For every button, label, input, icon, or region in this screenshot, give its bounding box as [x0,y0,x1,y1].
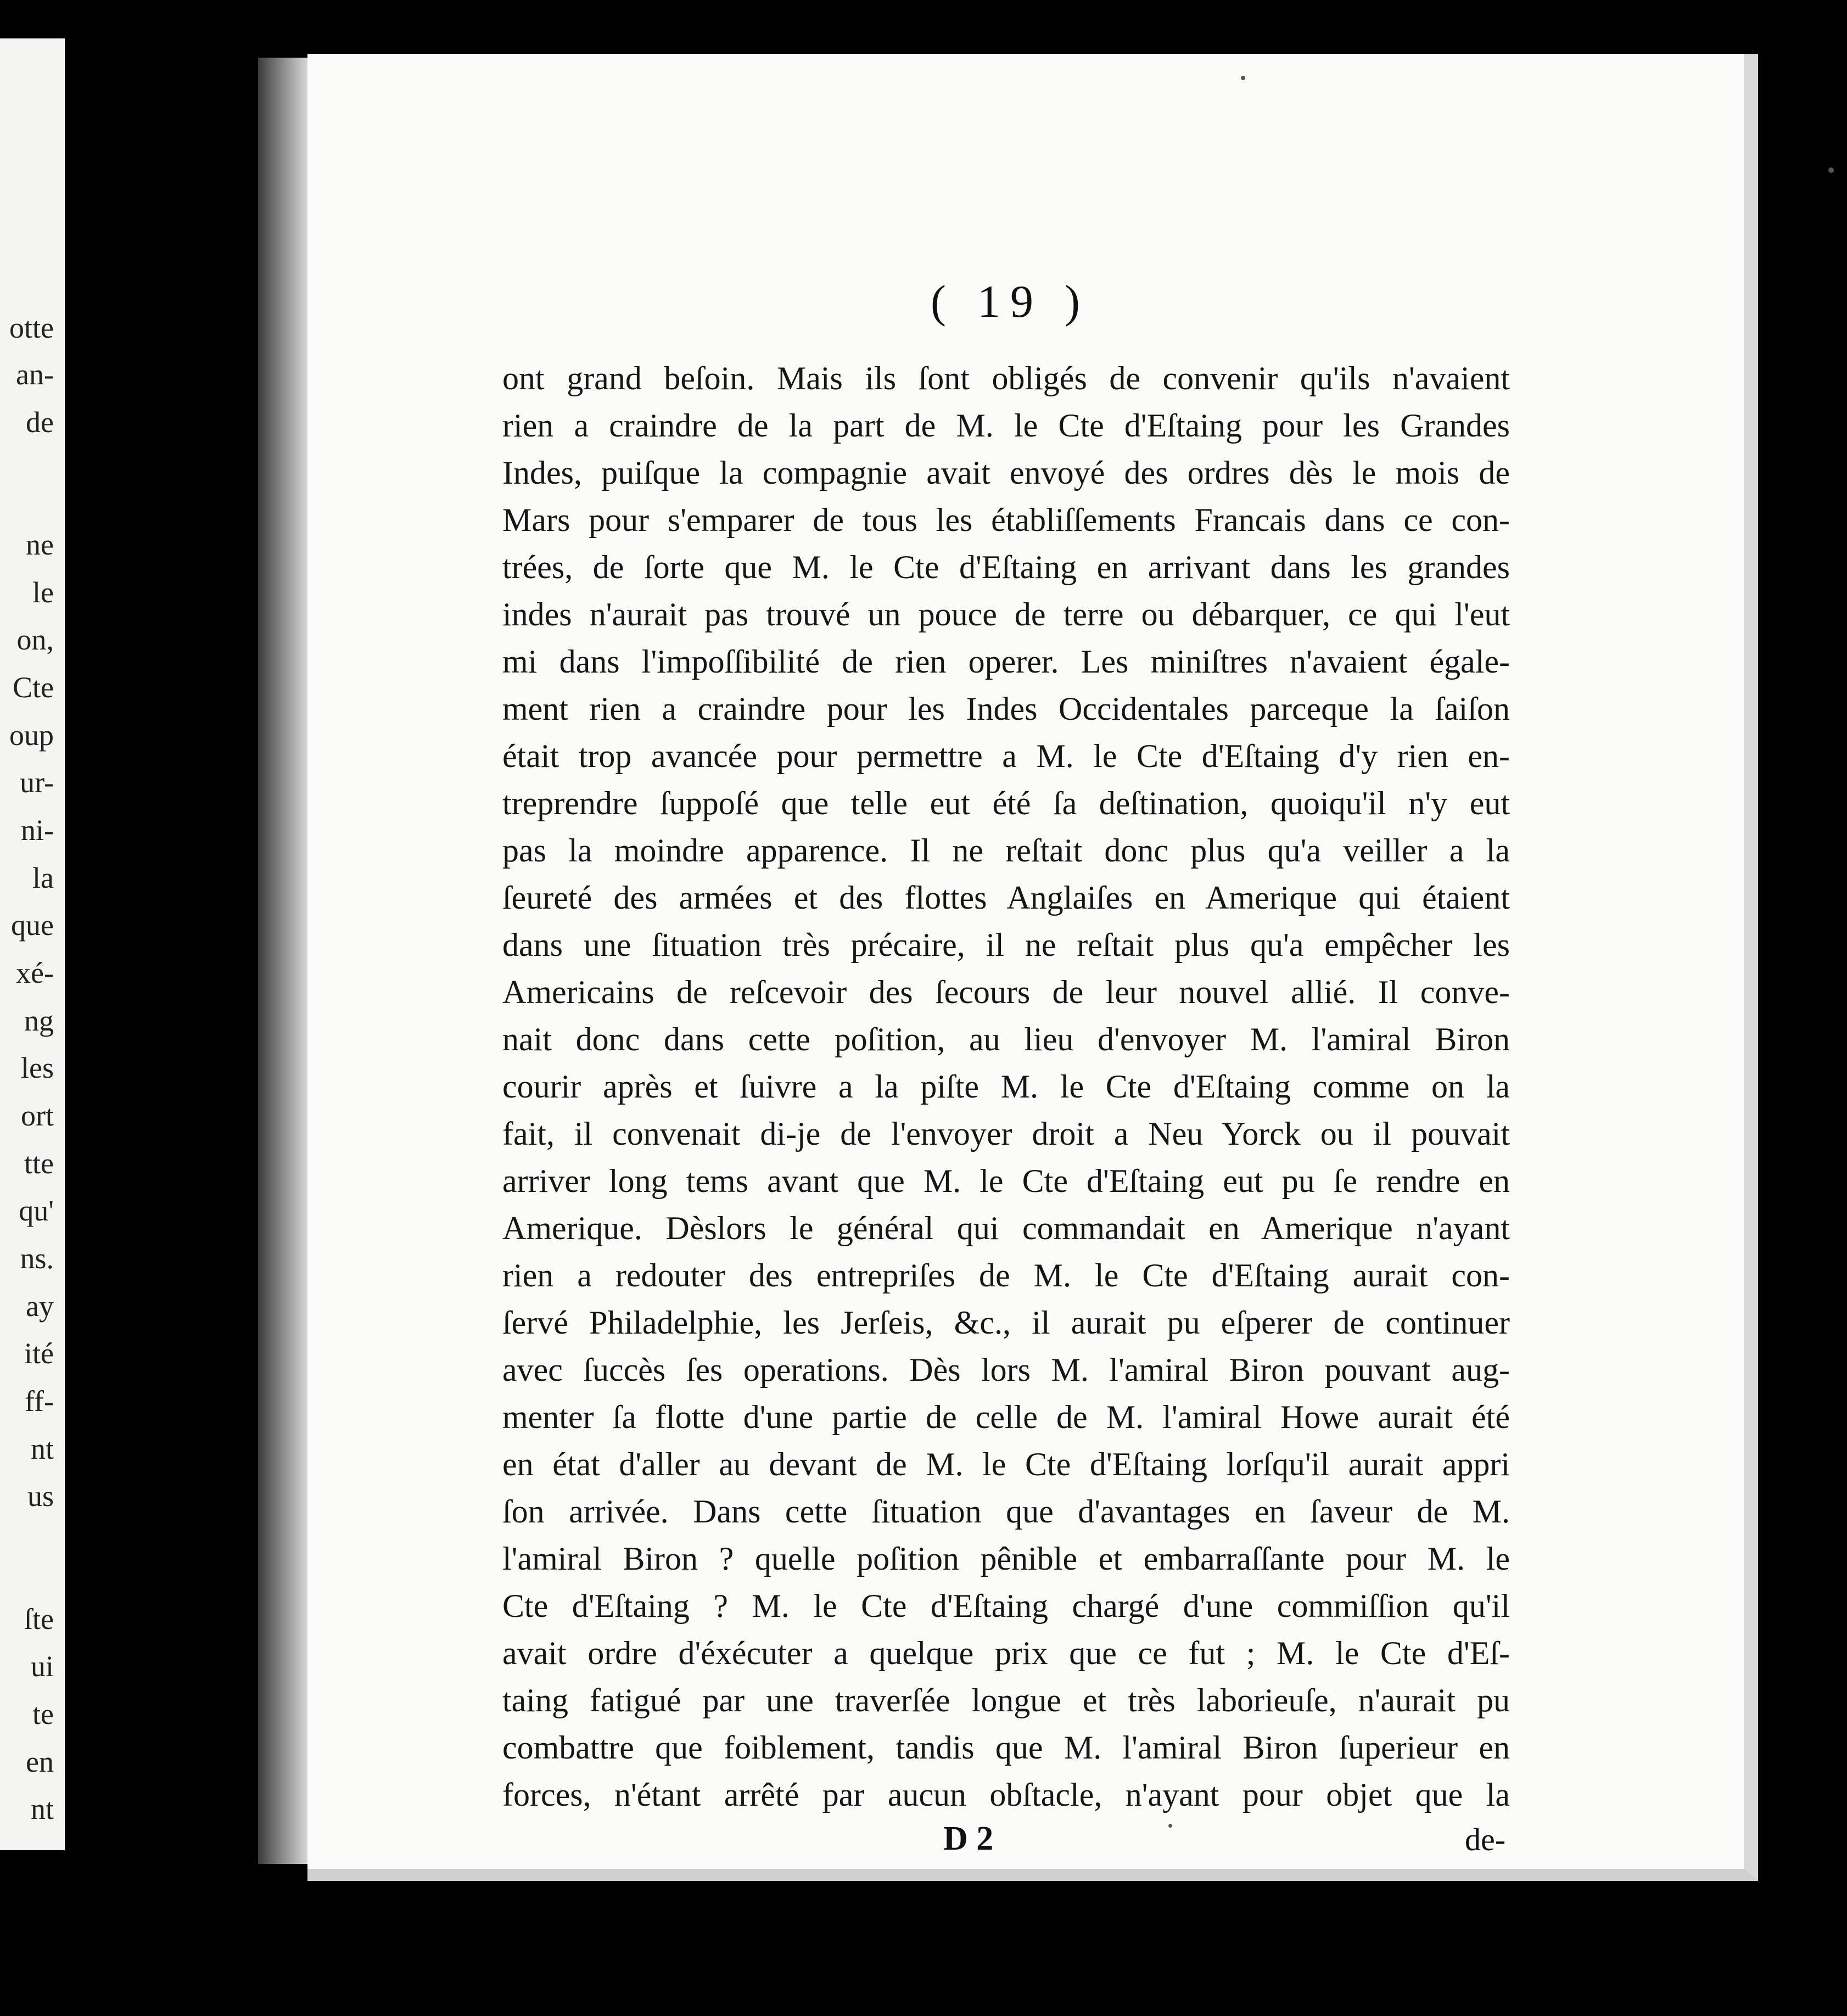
facing-page-line: ay [26,1290,54,1323]
body-text-line: Amerique. Dèslors le général qui commandait en Amerique n'ayant [502,1210,1510,1246]
facing-page-line: en [26,1745,54,1778]
body-text-line: avait ordre d'éxécuter a quelque prix que ce fut ; M. le Cte d'Eſ- [502,1635,1510,1671]
body-text-line: ont grand beſoin. Mais ils ſont obligés de convenir qu'ils n'avaient [502,360,1510,396]
body-text-line: Mars pour s'emparer de tous les établiſſements Francais dans ce con- [502,502,1510,538]
body-text-line: ſervé Philadelphie, les Jerſeis, &c., il aurait pu eſperer de continuer [502,1304,1510,1341]
body-text-line: forces, n'étant arrêté par aucun obſtacle, n'ayant pour objet que la [502,1777,1510,1813]
facing-page-line: ité [24,1337,54,1370]
facing-page-line: nt [30,1793,54,1825]
body-text-line: pas la moindre apparence. Il ne reſtait donc plus qu'a veiller a la [502,832,1510,869]
signature-mark: D 2 [943,1820,994,1857]
facing-page-line: Cte [13,671,54,704]
facing-page-line: le [32,576,54,609]
facing-page-line: otte [9,311,54,344]
facing-page-line: ur- [20,766,54,799]
facing-page-fragment [0,38,65,1850]
body-text-line: mi dans l'impoſſibilité de rien operer. Les miniſtres n'avaient égale- [502,643,1510,680]
body-text-line: taing fatigué par une traverſée longue et très laborieuſe, n'aurait pu [502,1682,1510,1718]
body-text-line: Cte d'Eſtaing ? M. le Cte d'Eſtaing chargé d'une commiſſion qu'il [502,1588,1510,1624]
body-text-line: combattre que foiblement, tandis que M. l'amiral Biron ſuperieur en [502,1729,1510,1766]
facing-page-line: ns. [20,1242,54,1275]
body-text-line: ſeureté des armées et des flottes Anglaiſes en Amerique qui étaient [502,880,1510,916]
facing-page-line: de [26,406,54,439]
page-body-text [502,355,1510,1818]
body-text-line: courir après et ſuivre a la piſte M. le Cte d'Eſtaing comme on la [502,1068,1510,1105]
body-text-line: dans une ſituation très précaire, il ne reſtait plus qu'a empêcher les [502,927,1510,963]
facing-page-line: que [11,909,54,942]
facing-page-line: xé- [16,956,54,989]
body-text-line: arriver long tems avant que M. le Cte d'Eſtaing eut pu ſe rendre en [502,1163,1510,1199]
body-text-line: fait, il convenait di-je de l'envoyer droit a Neu Yorck ou il pouvait [502,1116,1510,1152]
ink-speck [1168,1824,1172,1828]
facing-page-line: ort [21,1099,54,1132]
facing-page-line: qu' [19,1194,54,1227]
body-text-line: rien a craindre de la part de M. le Cte d'Eſtaing pour les Grandes [502,407,1510,444]
body-text-line: ſon arrivée. Dans cette ſituation que d'avantages en ſaveur de M. [502,1493,1510,1530]
body-text-line: ment rien a craindre pour les Indes Occidentales parceque la ſaiſon [502,691,1510,727]
body-text-line: rien a redouter des entrepriſes de M. le Cte d'Eſtaing aurait con- [502,1257,1510,1293]
body-text-line: nait donc dans cette poſition, au lieu d'envoyer M. l'amiral Biron [502,1021,1510,1057]
ink-speck [1241,76,1245,80]
body-text-line: était trop avancée pour permettre a M. le Cte d'Eſtaing d'y rien en- [502,738,1510,774]
facing-page-line: ſte [24,1603,54,1636]
facing-page-line: la [32,861,54,894]
facing-page-line: ff- [25,1385,54,1418]
ink-speck [1828,167,1834,173]
book-gutter [258,58,313,1864]
body-text-line: en état d'aller au devant de M. le Cte d'Eſtaing lorſqu'il aurait appri [502,1446,1510,1482]
facing-page-line: tte [24,1147,54,1180]
facing-page-line: nt [30,1432,54,1465]
facing-page-line: on, [16,623,54,656]
facing-page-line: oup [9,719,54,752]
facing-page-line: us [27,1480,54,1513]
body-text-line: treprendre ſuppoſé que telle eut été ſa deſtination, quoiqu'il n'y eut [502,785,1510,821]
facing-page-line: te [32,1698,54,1731]
catchword: de- [1465,1822,1506,1857]
body-text-line: indes n'aurait pas trouvé un pouce de terre ou débarquer, ce qui l'eut [502,596,1510,632]
facing-page-line: ui [30,1650,54,1683]
body-text-line: Americains de reſcevoir des ſecours de leur nouvel allié. Il conve- [502,974,1510,1010]
body-text-line: Indes, puiſque la compagnie avait envoyé des ordres dès le mois de [502,455,1510,491]
body-text-line: l'amiral Biron ? quelle poſition pênible et embarraſſante pour M. le [502,1541,1510,1577]
facing-page-line: ni- [21,814,54,847]
facing-page-line: ne [26,528,54,561]
body-text-line: avec ſuccès ſes operations. Dès lors M. l'amiral Biron pouvant aug- [502,1352,1510,1388]
facing-page-line: ng [24,1004,54,1037]
body-text-line: menter ſa flotte d'une partie de celle de M. l'amiral Howe aurait été [502,1399,1510,1435]
page-number: ( 19 ) [931,276,1090,327]
facing-page-line: les [21,1051,54,1084]
body-text-line: trées, de ſorte que M. le Cte d'Eſtaing en arrivant dans les grandes [502,549,1510,585]
facing-page-line: an- [16,358,54,391]
